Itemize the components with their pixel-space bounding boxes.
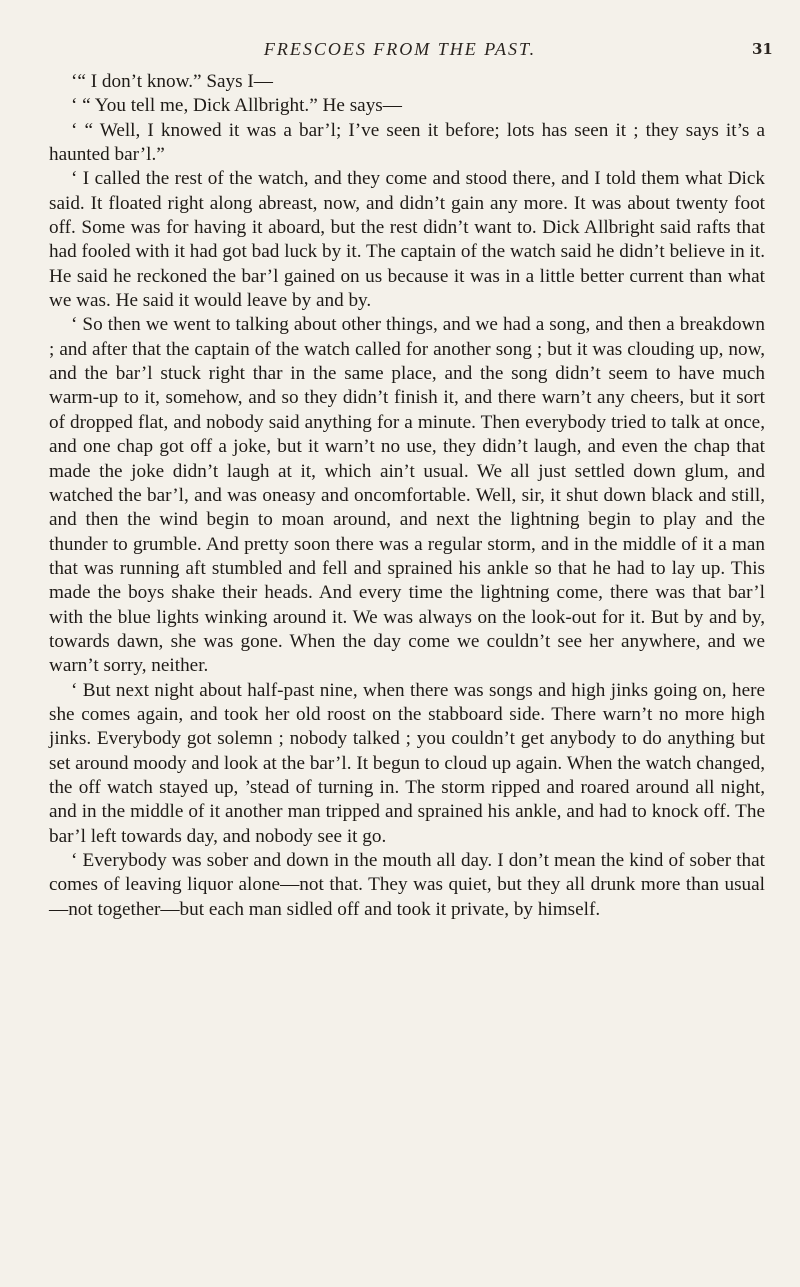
paragraph: ‘“ I don’t know.” Says I— <box>71 71 273 92</box>
paragraph: ‘ But next night about half-past nine, when there was songs and high jinks going on, here she comes again, and took her old roost on the stabboard side. There warn’t no more high jinks. Everybody got solemn ; nobody talked ; you couldn’t get anybody to do anything but set around moody and look at the bar’l. It begun to cloud up again. When the watch changed, the off watch stayed up, ’stead of turning in. The storm ripped and roared around all night, and in the middle of it another man tripped and sprained his ankle, and had to knock off. The bar’l left towards day, and nobody see it go. <box>49 679 765 847</box>
running-title: FRESCOES FROM THE PAST. <box>263 39 537 59</box>
paragraph: ‘ I called the rest of the watch, and they come and stood there, and I told them what Dick said. It floated right along abreast, now, and didn’t gain any more. It was about twenty foot off. Some was for having it aboard, but the rest didn’t want to. Dick Allbright said rafts that had fooled with it had got bad luck by it. The captain of the watch said he didn’t believe in it. He said he reckoned the bar’l gained on us because it was in a little better current than what we was. He said it would leave by and by. <box>49 168 765 312</box>
running-head <box>0 33 800 65</box>
page-number: 31 <box>752 40 773 58</box>
body-text <box>49 70 765 922</box>
paragraph: ‘ Everybody was sober and down in the mouth all day. I don’t mean the kind of sober that comes of leaving liquor alone—not that. They was quiet, but they all drunk more than usual—not together—but each man sidled off and took it private, by himself. <box>49 850 765 920</box>
paragraph: ‘ “ You tell me, Dick Allbright.” He says— <box>71 95 402 117</box>
paragraph: ‘ “ Well, I knowed it was a bar’l; I’ve seen it before; lots has seen it ; they says it’s a haunted bar’l.” <box>49 119 765 166</box>
paragraph: ‘ So then we went to talking about other things, and we had a song, and then a breakdown ; and after that the captain of the watch called for another song ; but it was clouding up, now, and the bar’l stuck right thar in the same place, and the song didn’t seem to have much warm-up to it, somehow, and so they didn’t finish it, and there warn’t any cheers, but it sort of dropped flat, and nobody said anything for a minute. Then everybody tried to talk at once, and one chap got off a joke, but it warn’t no use, they didn’t laugh, and even the chap that made the joke didn’t laugh at it, which ain’t usual. We all just settled down glum, and watched the bar’l, and was oneasy and oncomfortable. Well, sir, it shut down black and still, and then the wind begin to moan around, and next the lightning begin to play and the thunder to grumble. And pretty soon there was a regular storm, and in the middle of it a man that was running aft stumbled and fell and sprained his ankle so that he had to lay up. This made the boys shake their heads. And every time the lightning come, there was that bar’l with the blue lights winking around it. We was always on the look-out for it. But by and by, towards dawn, she was gone. When the day come we couldn’t see her anywhere, and we warn’t sorry, neither. <box>49 314 765 677</box>
